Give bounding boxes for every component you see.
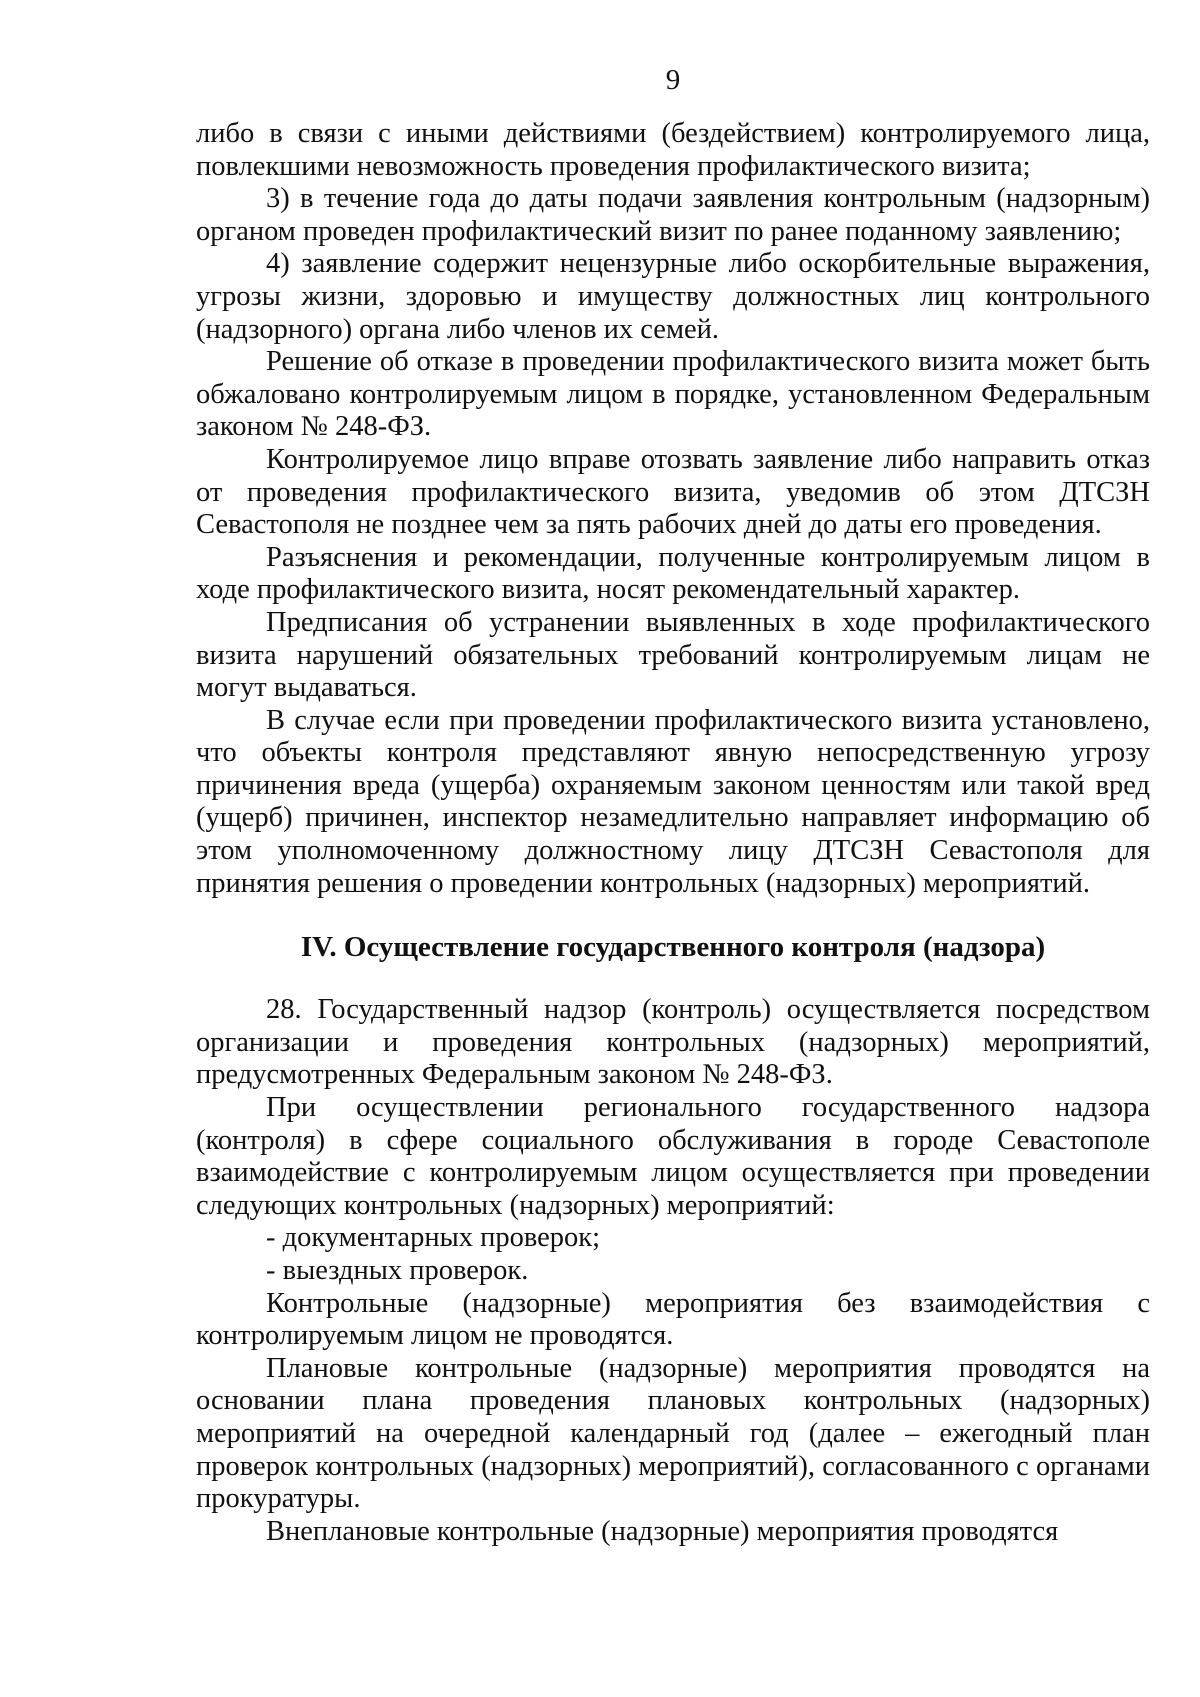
paragraph-unplanned-events: Внеплановые контрольные (надзорные) мероприятия проводятся xyxy=(266,1515,1059,1547)
paragraph-explanations: Разъяснения и рекомендации, полученные контролируемым лицом в ходе профилактического визита, носят рекомендательный характер. xyxy=(196,541,1150,606)
paragraph-planned-events: Плановые контрольные (надзорные) мероприятия проводятся на основании плана проведения плановых контрольных (надзорных) мероприятий на очередной календарный год (далее – ежегодный план проверок контрольных (надзорных) мероприятий), согласованного с органами прокуратуры. xyxy=(196,1352,1150,1515)
paragraph-prescriptions: Предписания об устранении выявленных в ходе профилактического визита нарушений обязательных требований контролируемым лицам не могут выдаваться. xyxy=(196,606,1150,704)
list-item: - выездных проверок. xyxy=(266,1255,529,1286)
paragraph-item-4: 4) заявление содержит нецензурные либо оскорбительные выражения, угрозы жизни, здоровью и имуществу должностных лиц контрольного (надзорного) органа либо членов их семей. xyxy=(196,248,1150,345)
paragraph-28: 28. Государственный надзор (контроль) осуществляется посредством организации и проведения контрольных (надзорных) мероприятий, предусмотренных Федеральным законом № 248-ФЗ. xyxy=(196,994,1150,1091)
paragraph-item-3: 3) в течение года до даты подачи заявления контрольным (надзорным) органом проведен профилактический визит по ранее поданному заявлению; xyxy=(196,183,1150,247)
paragraph-threat-case: В случае если при проведении профилактического визита установлено, что объекты контроля представляют явную непосредственную угрозу причинения вреда (ущерба) охраняемым законом ценностям или такой вред (ущерб) причинен, инспектор незамедлительно направляет информацию об этом уполномоченному должностному лицу ДТСЗН Севастополя для принятия решения о проведении контрольных (надзорных) мероприятий. xyxy=(196,704,1150,899)
page-number: 9 xyxy=(665,64,681,96)
paragraph-interaction: При осуществлении регионального государственного надзора (контроля) в сфере социального обслуживания в городе Севастополе взаимодействие с контролируемым лицом осуществляется при проведении следующих контрольных (надзорных) мероприятий: xyxy=(196,1092,1150,1221)
document-page xyxy=(196,60,1150,1548)
paragraph-no-interaction: Контрольные (надзорные) мероприятия без взаимодействия с контролируемым лицом не проводятся. xyxy=(196,1287,1150,1352)
list-item: - документарных проверок; xyxy=(266,1222,601,1254)
section-heading: IV. Осуществление государственного контроля (надзора) xyxy=(300,931,1046,964)
paragraph-refusal-appeal: Решение об отказе в проведении профилактического визита может быть обжаловано контролируемым лицом в порядке, установленном Федеральным законом № 248-ФЗ. xyxy=(196,346,1150,443)
paragraph-continuation: либо в связи с иными действиями (бездействием) контролируемого лица, повлекшими невозможность проведения профилактического визита; xyxy=(196,118,1150,182)
paragraph-withdrawal: Контролируемое лицо вправе отозвать заявление либо направить отказ от проведения профилактического визита, уведомив об этом ДТСЗН Севастополя не позднее чем за пять рабочих дней до даты его проведения. xyxy=(196,443,1150,541)
